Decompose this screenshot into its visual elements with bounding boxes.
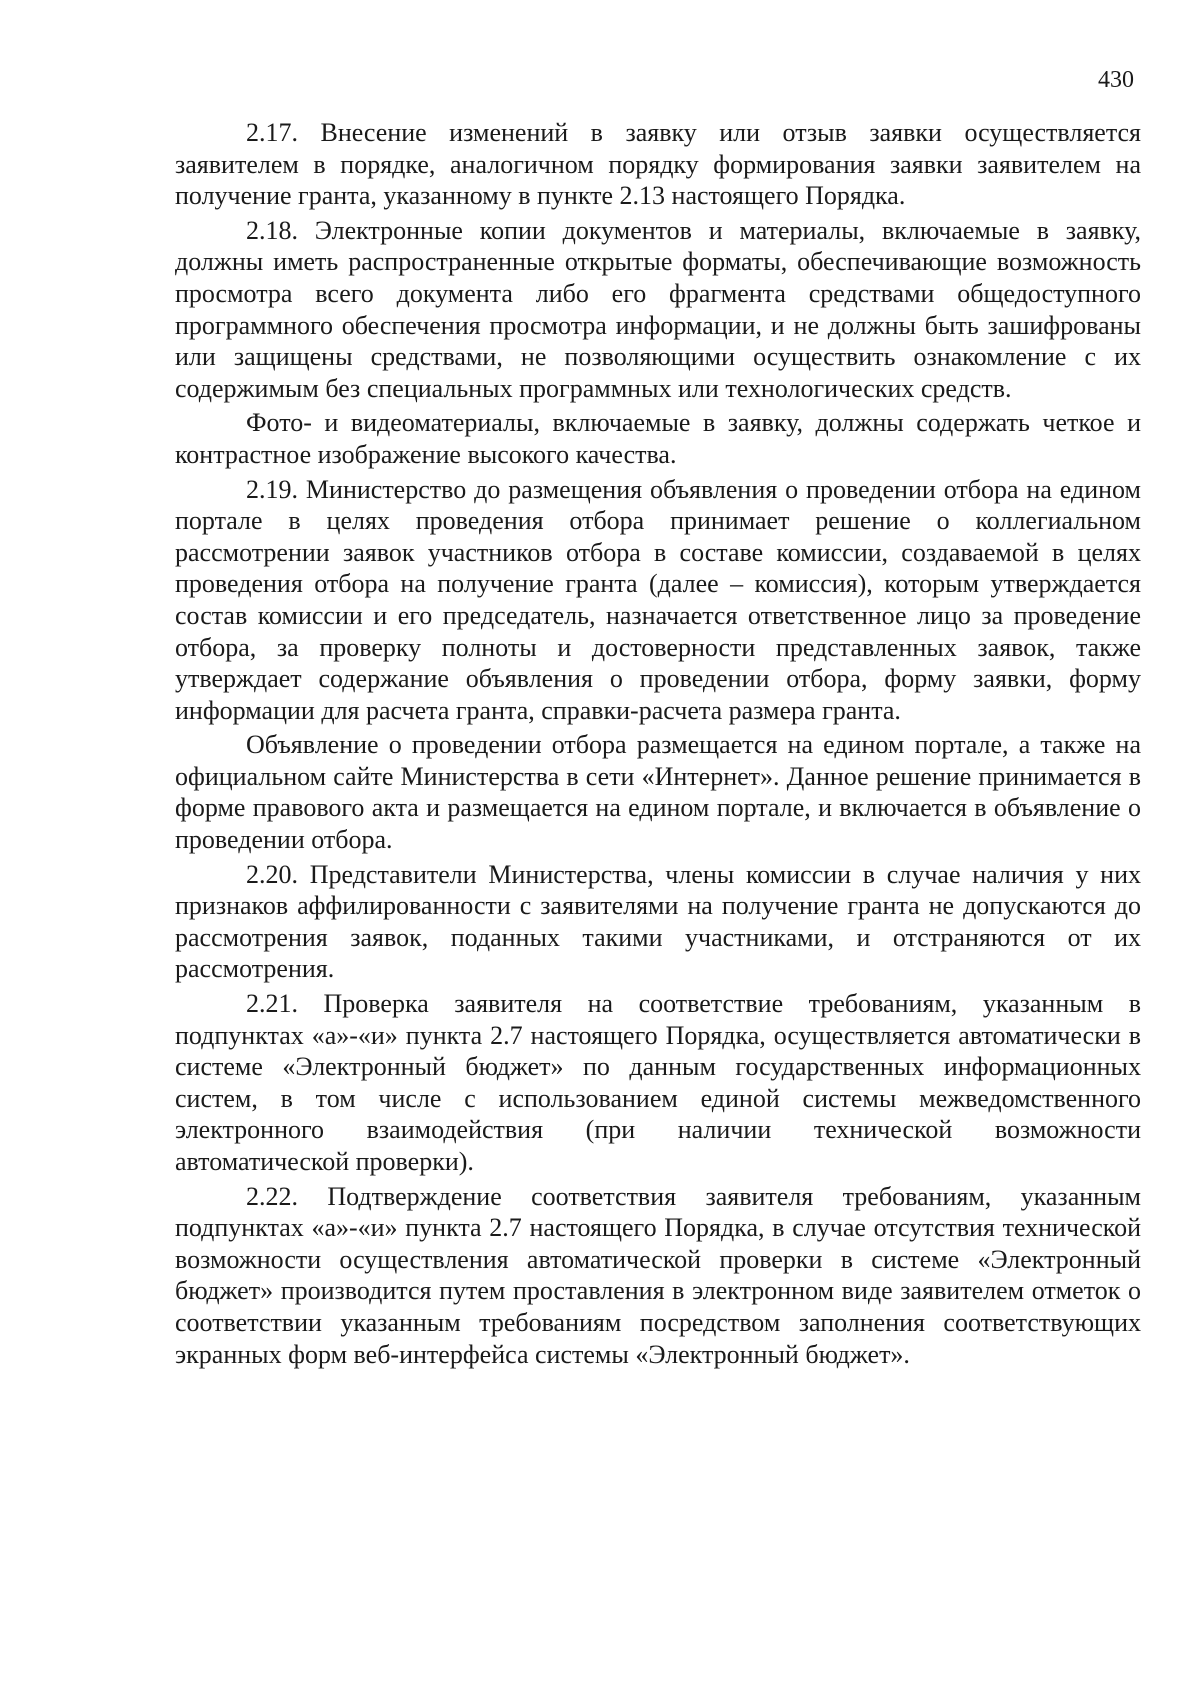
document-body	[175, 117, 1141, 1370]
paragraph-2-21: 2.21. Проверка заявителя на соответствие требованиям, указанным в подпунктах «а»-«и» пункта 2.7 настоящего Порядка, осуществляется автоматически в системе «Электронный бюджет» по данным государственных информационных систем, в том числе с использованием единой системы межведомственного электронного взаимодействия (при наличии технической возможности автоматической проверки).	[175, 989, 1141, 1176]
paragraph-2-20: 2.20. Представители Министерства, члены комиссии в случае наличия у них признаков аффилированности с заявителями на получение гранта не допускаются до рассмотрения заявок, поданных такими участниками, и отстраняются от их рассмотрения.	[175, 859, 1141, 984]
paragraph-photo-video: Фото- и видеоматериалы, включаемые в заявку, должны содержать четкое и контрастное изображение высокого качества.	[175, 408, 1141, 469]
paragraph-2-22: 2.22. Подтверждение соответствия заявителя требованиям, указанным подпунктах «а»-«и» пункта 2.7 настоящего Порядка, в случае отсутствия технической возможности осуществления автоматической проверки в системе «Электронный бюджет» производится путем проставления в электронном виде заявителем отметок о соответствии указанным требованиям посредством заполнения соответствующих экранных форм веб-интерфейса системы «Электронный бюджет».	[175, 1181, 1141, 1369]
paragraph-2-19: 2.19. Министерство до размещения объявления о проведении отбора на едином портале в целях проведения отбора принимает решение о коллегиальном рассмотрении заявок участников отбора в составе комиссии, создаваемой в целях проведения отбора на получение гранта (далее – комиссия), которым утверждается состав комиссии и его председатель, назначается ответственное лицо за проведение отбора, за проверку полноты и достоверности представленных заявок, также утверждает содержание объявления о проведении отбора, форму заявки, форму информации для расчета гранта, справки-расчета размера гранта.	[175, 474, 1141, 725]
paragraph-2-18: 2.18. Электронные копии документов и материалы, включаемые в заявку, должны иметь распространенные открытые форматы, обеспечивающие возможность просмотра всего документа либо его фрагмента средствами общедоступного программного обеспечения просмотра информации, и не должны быть зашифрованы или защищены средствами, не позволяющими осуществить ознакомление с их содержимым без специальных программных или технологических средств.	[175, 215, 1141, 403]
paragraph-2-17: 2.17. Внесение изменений в заявку или отзыв заявки осуществляется заявителем в порядке, аналогичном порядку формирования заявки заявителем на получение гранта, указанному в пункте 2.13 настоящего Порядка.	[175, 118, 1141, 211]
paragraph-announcement: Объявление о проведении отбора размещается на едином портале, а также на официальном сайте Министерства в сети «Интернет». Данное решение принимается в форме правового акта и размещается на едином портале, и включается в объявление о проведении отбора.	[175, 730, 1141, 855]
page-number: 430	[1098, 67, 1134, 93]
